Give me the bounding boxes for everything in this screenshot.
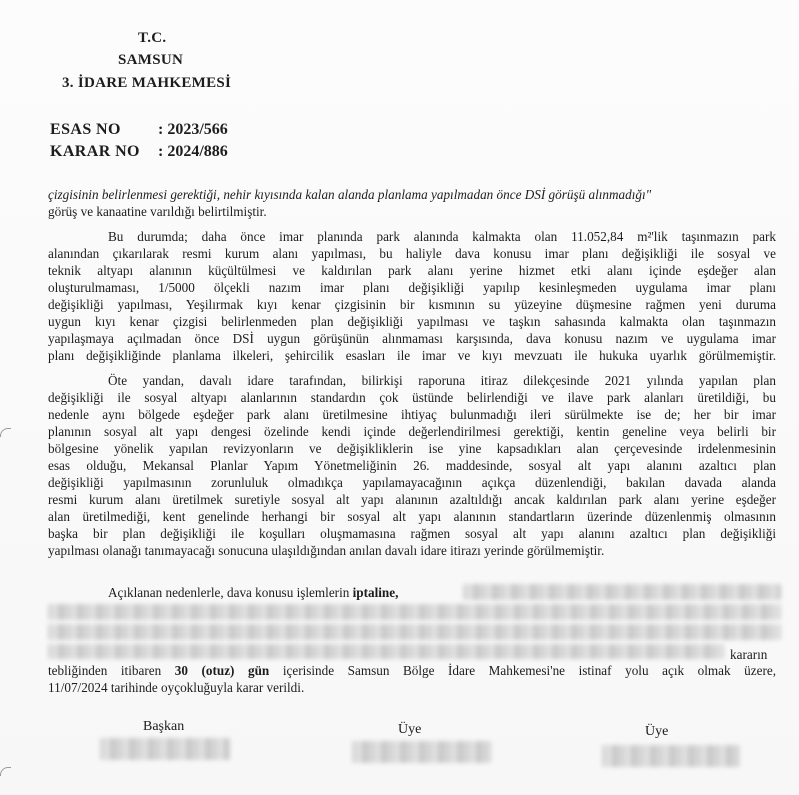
- body-line-2: görüş ve kanaatine varıldığı belirtilmiştir.: [48, 204, 267, 219]
- p3-line: nedenle aynı bölgede eşdeğer park alanı üretilmesine ihtiyaç bulunmadığı ileri sürülmekte ise de; her bir imar: [48, 407, 776, 422]
- p4-line: [108, 585, 398, 601]
- redacted-text: [463, 584, 781, 600]
- redacted-text: [48, 624, 781, 640]
- p2-line: planı değişikliğinde planlama ilkeleri, şehircilik esasları ile imar ve kıyı mevzuatı ile hukuka uyarlık görülmemiştir.: [48, 348, 776, 363]
- p2-line: teknik altyapı alanının küçültülmesi ve kaldırılan park alanı yerine hizmet etki alanı içinde eşdeğer alan: [48, 263, 776, 278]
- karar-no-row: [50, 143, 228, 161]
- header-court: 3. İDARE MAHKEMESİ: [62, 75, 232, 91]
- p3-line: esas olduğu, Mekansal Planlar Yapım Yönetmeliğinin 26. maddesinde, sosyal alt yapı alanını azaltıcı plan: [48, 458, 776, 473]
- karar-end: kararın: [730, 647, 768, 662]
- p2-line: alanından çıkarılarak resmi kurum alanı yapılması, bu haliyle dava konusu imar planı değişikliği ile sosyal ve: [48, 246, 776, 261]
- karar-no-label: KARAR NO: [50, 143, 140, 160]
- p3-line: alan üretilmediği, kent genelinde herhangi bir sosyal alt yapı alanının standartların üzerinde düzenlenmiş olmasının: [48, 509, 776, 524]
- body-line-1: çizgisinin belirlenmesi gerektiği, nehir kıyısında kalan alanda planlama yapılmadan önce DSİ görüşü alınmadığı": [48, 187, 652, 202]
- esas-no-label: ESAS NO: [50, 121, 121, 138]
- redacted-signature: [602, 745, 740, 767]
- header-city: SAMSUN: [118, 52, 184, 68]
- p4-text: Açıklanan nedenlerle, dava konusu işlemlerin: [108, 585, 353, 600]
- redacted-signature: [352, 741, 492, 763]
- p2-line: Bu durumda; daha önce imar planında park alanında kalmakta olan 11.052,84 m²'lik taşınmazın park: [108, 229, 776, 244]
- p2-line: uygun kıyı kenar çizgisi belirlenmeden plan değişikliği yapılması ve taşkın sahasında kalmakta olan taşınmazın: [48, 314, 776, 329]
- p3-line: değişikliği ile sosyal altyapı alanlarının standardın çok üstünde belirlendiği ve ilave park alanları üretildiği, bu: [48, 390, 776, 405]
- redacted-text: [48, 644, 724, 659]
- header-tc: T.C.: [138, 30, 167, 46]
- signature-label-uye-2: Üye: [645, 724, 669, 739]
- esas-no-row: [50, 121, 228, 139]
- p3-line: yapılması olanağı tanımayacağı sonucuna ulaşıldığından anılan davalı idare itirazı yerinde görülmemiştir.: [48, 543, 605, 558]
- p3-line: resmi kurum alanı üretilmek suretiyle sosyal alt yapı alanının azaltıldığı ancak kaldırılan park alanı yerine eşdeğer: [48, 492, 776, 507]
- signature-label-baskan: Başkan: [143, 719, 185, 734]
- p2-line: yapılaşmaya açılmadan önce DSİ uygun görüşünün alınmaması karşısında, dava konusu nazım ve uygulama imar: [48, 331, 776, 346]
- scan-edge-mark: [0, 428, 11, 437]
- p3-line: bölgesine yönelik yapılan revizyonların ve değişikliklerin ise yine kapsadıkları alan çerçevesinde irdelenmesinin: [48, 441, 776, 456]
- scan-edge-mark: [0, 767, 11, 776]
- p5-text-b: içerisinde Samsun Bölge İdare Mahkemesi'ne istinaf yolu açık olmak üzere,: [269, 663, 777, 678]
- p6-line: 11/07/2024 tarihinde oyçokluğuyla karar verildi.: [48, 680, 305, 695]
- p3-line: değişikliği yapılmasının zorunluluk olmadıkça yapılamayacağının açıkça düzenlendiği, bakılan davada alanda: [48, 475, 776, 490]
- p3-line: planının sosyal alt yapı dengesi özelinde kendi içinde değerlendirilmesi gerektiği, kentin geneline veya belirli bir: [48, 424, 776, 439]
- signature-label-uye-1: Üye: [398, 722, 422, 737]
- p5-bold: 30 (otuz) gün: [174, 663, 270, 678]
- redacted-text: [48, 604, 781, 620]
- redacted-signature: [100, 738, 230, 760]
- p5-line: [48, 663, 776, 679]
- esas-no-value: : 2023/566: [158, 121, 228, 138]
- karar-no-value: : 2024/886: [158, 143, 228, 160]
- p4-bold: iptaline,: [352, 585, 399, 600]
- p2-line: değişikliği yapılması, Yeşilırmak kıyı kenar çizgisinin bir kısmının su yüzeyine düşmesine rağmen yeni duruma: [48, 297, 776, 312]
- p2-line: oluşturulmaması, 1/5000 ölçekli nazım imar planı değişikliği yapılıp kesinleşmeden uygulama imar planı: [48, 280, 776, 295]
- p5-text-a: tebliğinden itibaren: [48, 663, 175, 678]
- p3-line: Öte yandan, davalı idare tarafından, bilirkişi raporuna itiraz dilekçesinde 2021 yılında yapılan plan: [108, 373, 776, 388]
- p3-line: başka bir plan değişikliği ile koşulları oluşmamasına rağmen sosyal alt yapı alanını azaltıcı plan değişikliği: [48, 526, 776, 541]
